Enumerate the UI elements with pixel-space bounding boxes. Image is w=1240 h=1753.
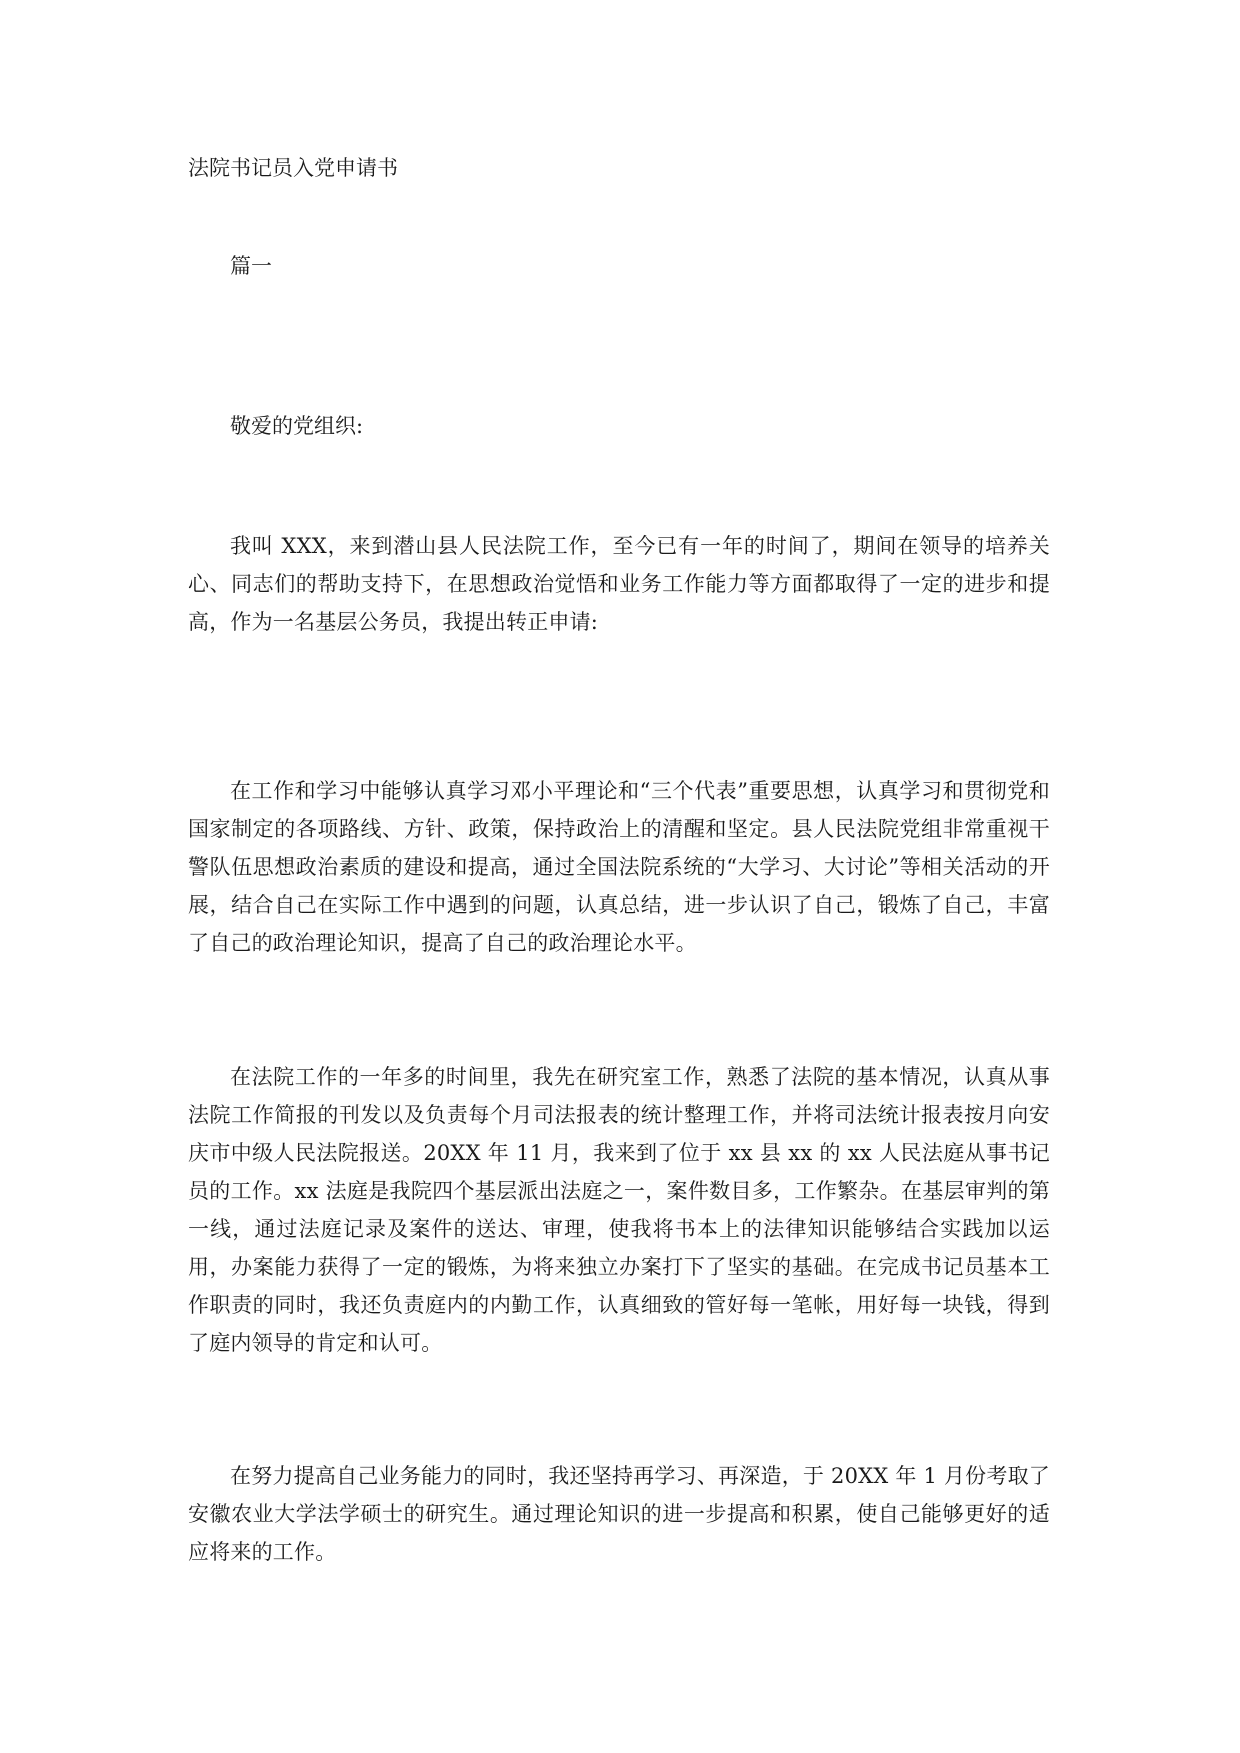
document-title: 法院书记员入党申请书 <box>188 156 398 180</box>
paragraph-political-study: 在工作和学习中能够认真学习邓小平理论和“三个代表”重要思想，认真学习和贯彻党和国家制定的各项路线、方针、政策，保持政治上的清醒和坚定。县人民法院党组非常重视干警队伍思想政治素质的建设和提高，通过全国法院系统的“大学习、大讨论”等相关活动的开展，结合自己在实际工作中遇到的问题，认真总结，进一步认识了自己，锻炼了自己，丰富了自己的政治理论知识，提高了自己的政治理论水平。 <box>188 779 1050 955</box>
section-label: 篇一 <box>230 254 272 278</box>
paragraph-work-experience: 在法院工作的一年多的时间里，我先在研究室工作，熟悉了法院的基本情况，认真从事法院工作简报的刊发以及负责每个月司法报表的统计整理工作，并将司法统计报表按月向安庆市中级人民法院报送。20XX 年 11 月，我来到了位于 xx 县 xx 的 xx 人民法庭从事书记员的工作。xx 法庭是我院四个基层派出法庭之一，案件数目多，工作繁杂。在基层审判的第一线，通过法庭记录及案件的送达、审理，使我将书本上的法律知识能够结合实践加以运用，办案能力获得了一定的锻炼，为将来独立办案打下了坚实的基础。在完成书记员基本工作职责的同时，我还负责庭内的内勤工作，认真细致的管好每一笔帐，用好每一块钱，得到了庭内领导的肯定和认可。 <box>188 1065 1050 1355</box>
paragraph-further-study: 在努力提高自己业务能力的同时，我还坚持再学习、再深造，于 20XX 年 1 月份考取了安徽农业大学法学硕士的研究生。通过理论知识的进一步提高和积累，使自己能够更好的适应将来的工作。 <box>188 1464 1050 1564</box>
paragraph-introduction: 我叫 XXX，来到潜山县人民法院工作，至今已有一年的时间了，期间在领导的培养关心、同志们的帮助支持下，在思想政治觉悟和业务工作能力等方面都取得了一定的进步和提高，作为一名基层公务员，我提出转正申请: <box>188 534 1050 634</box>
salutation: 敬爱的党组织: <box>230 414 364 438</box>
